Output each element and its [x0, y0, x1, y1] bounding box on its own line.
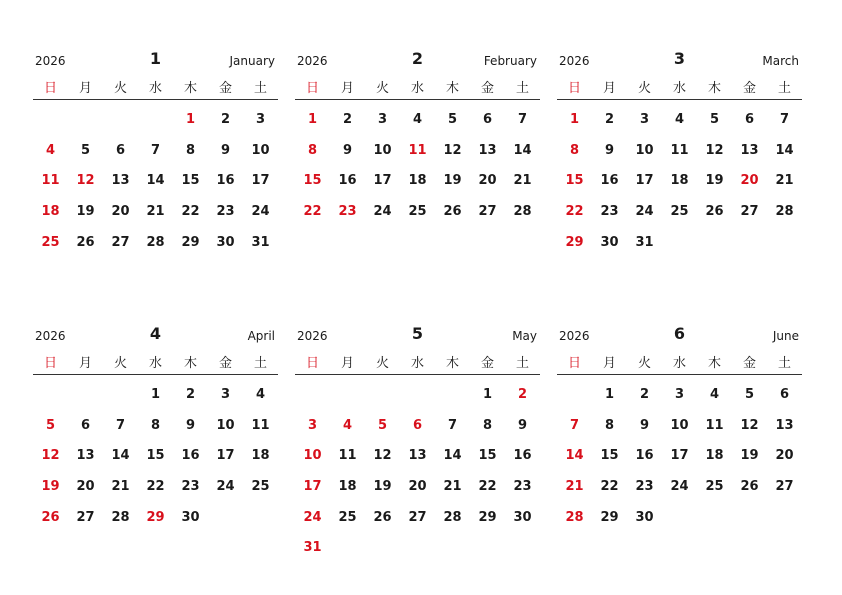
weekday-label: 火 [375, 80, 389, 96]
month-header [33, 324, 278, 348]
day-cell: 26 [373, 509, 392, 525]
day-cell: 5 [447, 112, 458, 127]
day-cell: 6 [482, 112, 493, 127]
day-cell: 3 [674, 387, 685, 402]
empty-cell [103, 105, 138, 136]
day-cell: 7 [447, 417, 458, 433]
weekday-label: 土 [777, 355, 791, 371]
weekday-label: 月 [78, 80, 92, 96]
day-cell: 17 [216, 448, 235, 464]
weekday-label: 水 [410, 355, 424, 371]
day-cell: 13 [740, 142, 759, 158]
year-label: 2026 [35, 54, 66, 68]
day-cell: 1 [604, 387, 615, 402]
day-cell: 19 [740, 448, 759, 464]
weekday-label: 土 [515, 355, 529, 371]
day-cell: 7 [569, 417, 580, 433]
day-cell: 15 [303, 173, 322, 189]
day-cell: 6 [412, 417, 423, 433]
weekday-label: 水 [148, 80, 162, 96]
month-name: February [483, 54, 537, 68]
day-cell: 3 [639, 112, 650, 127]
day-cell: 10 [670, 417, 689, 433]
day-cell: 6 [80, 417, 91, 433]
month-header [557, 324, 802, 348]
day-cell: 20 [775, 448, 794, 464]
day-cell: 16 [635, 448, 654, 464]
weekday-label: 木 [707, 80, 721, 96]
day-cell: 13 [478, 142, 497, 158]
day-cell: 11 [41, 173, 60, 189]
day-cell: 22 [478, 479, 497, 495]
month-number: 6 [673, 324, 686, 343]
day-cell: 4 [255, 387, 266, 402]
day-cell: 12 [740, 417, 759, 433]
month-header [33, 49, 278, 73]
month-april [33, 324, 278, 533]
day-cell: 6 [779, 387, 790, 402]
day-cell: 26 [76, 234, 95, 250]
weekday-label: 日 [43, 80, 57, 96]
day-cell: 18 [408, 173, 427, 189]
day-cell: 20 [408, 479, 427, 495]
day-cell: 7 [115, 417, 126, 433]
header-rule [295, 374, 540, 375]
day-cell: 21 [775, 173, 794, 189]
day-cell: 15 [146, 448, 165, 464]
day-cell: 26 [740, 479, 759, 495]
header-rule [557, 374, 802, 375]
weekday-label: 金 [218, 80, 232, 96]
day-cell: 8 [569, 142, 580, 158]
day-cell: 12 [373, 448, 392, 464]
day-cell: 25 [408, 204, 427, 220]
day-cell: 12 [41, 448, 60, 464]
day-cell: 21 [146, 204, 165, 220]
day-cell: 13 [111, 173, 130, 189]
weekday-label: 土 [515, 80, 529, 96]
empty-cell [557, 380, 592, 411]
empty-cell [435, 380, 470, 411]
day-cell: 19 [443, 173, 462, 189]
day-cell: 31 [635, 234, 654, 250]
day-cell: 28 [775, 204, 794, 220]
weekday-label: 火 [637, 355, 651, 371]
day-cell: 3 [220, 387, 231, 402]
day-cell: 16 [338, 173, 357, 189]
day-cell: 11 [408, 142, 427, 158]
weekday-label: 木 [183, 80, 197, 96]
day-cell: 29 [565, 234, 584, 250]
day-cell: 24 [303, 509, 322, 525]
day-cell: 31 [251, 234, 270, 250]
header-rule [33, 374, 278, 375]
day-cell: 23 [338, 204, 357, 220]
day-cell: 4 [709, 387, 720, 402]
day-cell: 27 [740, 204, 759, 220]
day-cell: 29 [600, 509, 619, 525]
weekday-label: 日 [567, 80, 581, 96]
day-cell: 14 [513, 142, 532, 158]
day-cell: 2 [604, 112, 615, 127]
day-cell: 19 [705, 173, 724, 189]
day-cell: 26 [443, 204, 462, 220]
day-cell: 2 [220, 112, 231, 127]
day-cell: 12 [443, 142, 462, 158]
day-cell: 25 [705, 479, 724, 495]
weekday-header [295, 74, 540, 98]
day-cell: 18 [670, 173, 689, 189]
day-cell: 11 [705, 417, 724, 433]
weekday-label: 木 [183, 355, 197, 371]
day-cell: 14 [443, 448, 462, 464]
day-cell: 14 [565, 448, 584, 464]
day-cell: 11 [338, 448, 357, 464]
year-label: 2026 [559, 54, 590, 68]
day-cell: 4 [342, 417, 353, 433]
day-cell: 13 [775, 417, 794, 433]
day-cell: 15 [478, 448, 497, 464]
day-cell: 14 [146, 173, 165, 189]
day-cell: 25 [670, 204, 689, 220]
day-cell: 27 [775, 479, 794, 495]
day-cell: 18 [251, 448, 270, 464]
day-cell: 20 [76, 479, 95, 495]
day-grid [295, 380, 540, 564]
day-cell: 9 [604, 142, 615, 158]
month-header [295, 324, 540, 348]
weekday-label: 土 [253, 80, 267, 96]
day-cell: 30 [216, 234, 235, 250]
empty-cell [33, 380, 68, 411]
day-grid [33, 105, 278, 258]
empty-cell [68, 380, 103, 411]
day-cell: 8 [307, 142, 318, 158]
day-cell: 12 [76, 173, 95, 189]
day-cell: 8 [150, 417, 161, 433]
header-rule [33, 99, 278, 100]
weekday-header [33, 349, 278, 373]
weekday-label: 木 [707, 355, 721, 371]
year-label: 2026 [297, 329, 328, 343]
day-cell: 24 [635, 204, 654, 220]
day-grid [557, 105, 802, 258]
day-cell: 20 [478, 173, 497, 189]
weekday-label: 金 [480, 355, 494, 371]
day-cell: 24 [251, 204, 270, 220]
weekday-label: 水 [410, 80, 424, 96]
year-label: 2026 [559, 329, 590, 343]
day-cell: 2 [185, 387, 196, 402]
weekday-label: 木 [445, 80, 459, 96]
day-cell: 27 [478, 204, 497, 220]
month-june [557, 324, 802, 533]
weekday-label: 月 [78, 355, 92, 371]
day-cell: 23 [635, 479, 654, 495]
day-cell: 24 [670, 479, 689, 495]
day-cell: 26 [41, 509, 60, 525]
day-cell: 17 [635, 173, 654, 189]
year-label: 2026 [297, 54, 328, 68]
day-cell: 11 [251, 417, 270, 433]
year-label: 2026 [35, 329, 66, 343]
weekday-label: 土 [253, 355, 267, 371]
day-cell: 19 [76, 204, 95, 220]
day-cell: 20 [111, 204, 130, 220]
month-name: May [512, 329, 537, 343]
day-cell: 5 [45, 417, 56, 433]
empty-cell [103, 380, 138, 411]
day-cell: 17 [251, 173, 270, 189]
day-cell: 24 [216, 479, 235, 495]
day-cell: 25 [338, 509, 357, 525]
day-cell: 30 [513, 509, 532, 525]
day-cell: 1 [307, 112, 318, 127]
month-number: 3 [673, 49, 686, 68]
day-cell: 19 [41, 479, 60, 495]
empty-cell [295, 380, 330, 411]
day-cell: 9 [220, 142, 231, 158]
header-rule [295, 99, 540, 100]
weekday-label: 金 [742, 80, 756, 96]
day-cell: 20 [740, 173, 759, 189]
month-header [557, 49, 802, 73]
day-cell: 22 [565, 204, 584, 220]
weekday-label: 火 [375, 355, 389, 371]
day-cell: 25 [251, 479, 270, 495]
day-grid [557, 380, 802, 533]
weekday-label: 土 [777, 80, 791, 96]
header-rule [557, 99, 802, 100]
day-cell: 31 [303, 540, 322, 556]
day-cell: 15 [600, 448, 619, 464]
month-number: 4 [149, 324, 162, 343]
empty-cell [400, 380, 435, 411]
day-cell: 29 [181, 234, 200, 250]
month-number: 1 [149, 49, 162, 68]
day-cell: 18 [705, 448, 724, 464]
day-cell: 3 [255, 112, 266, 127]
day-cell: 6 [115, 142, 126, 158]
day-cell: 22 [146, 479, 165, 495]
weekday-label: 日 [305, 80, 319, 96]
day-cell: 23 [600, 204, 619, 220]
day-cell: 28 [111, 509, 130, 525]
day-cell: 28 [443, 509, 462, 525]
empty-cell [138, 105, 173, 136]
day-cell: 16 [181, 448, 200, 464]
month-january [33, 49, 278, 258]
day-cell: 16 [600, 173, 619, 189]
day-cell: 29 [146, 509, 165, 525]
day-cell: 23 [216, 204, 235, 220]
day-cell: 22 [303, 204, 322, 220]
day-cell: 22 [600, 479, 619, 495]
weekday-label: 月 [340, 355, 354, 371]
weekday-label: 水 [148, 355, 162, 371]
day-cell: 18 [41, 204, 60, 220]
day-cell: 5 [744, 387, 755, 402]
day-cell: 28 [565, 509, 584, 525]
day-cell: 28 [513, 204, 532, 220]
day-cell: 26 [705, 204, 724, 220]
month-name: March [762, 54, 799, 68]
day-cell: 2 [639, 387, 650, 402]
empty-cell [330, 380, 365, 411]
weekday-label: 日 [43, 355, 57, 371]
day-cell: 9 [639, 417, 650, 433]
day-cell: 21 [513, 173, 532, 189]
day-cell: 14 [111, 448, 130, 464]
day-cell: 30 [600, 234, 619, 250]
day-cell: 30 [181, 509, 200, 525]
day-cell: 12 [705, 142, 724, 158]
weekday-label: 金 [742, 355, 756, 371]
day-cell: 1 [150, 387, 161, 402]
weekday-label: 日 [305, 355, 319, 371]
weekday-label: 金 [480, 80, 494, 96]
month-february [295, 49, 540, 228]
day-cell: 28 [146, 234, 165, 250]
weekday-label: 月 [602, 80, 616, 96]
day-cell: 19 [373, 479, 392, 495]
day-cell: 1 [482, 387, 493, 402]
day-cell: 5 [709, 112, 720, 127]
day-grid [295, 105, 540, 228]
empty-cell [68, 105, 103, 136]
day-cell: 15 [181, 173, 200, 189]
month-number: 2 [411, 49, 424, 68]
weekday-label: 日 [567, 355, 581, 371]
weekday-label: 水 [672, 355, 686, 371]
day-cell: 22 [181, 204, 200, 220]
day-cell: 3 [377, 112, 388, 127]
day-cell: 16 [216, 173, 235, 189]
day-cell: 10 [635, 142, 654, 158]
day-cell: 6 [744, 112, 755, 127]
empty-cell [33, 105, 68, 136]
month-may [295, 324, 540, 564]
day-cell: 9 [342, 142, 353, 158]
day-cell: 3 [307, 417, 318, 433]
day-cell: 5 [377, 417, 388, 433]
day-cell: 24 [373, 204, 392, 220]
month-name: April [247, 329, 275, 343]
day-cell: 27 [111, 234, 130, 250]
day-cell: 8 [604, 417, 615, 433]
month-header [295, 49, 540, 73]
day-cell: 2 [342, 112, 353, 127]
day-cell: 7 [150, 142, 161, 158]
month-number: 5 [411, 324, 424, 343]
weekday-header [557, 74, 802, 98]
day-cell: 25 [41, 234, 60, 250]
weekday-label: 火 [113, 80, 127, 96]
month-name: January [229, 54, 275, 68]
day-cell: 18 [338, 479, 357, 495]
day-cell: 21 [565, 479, 584, 495]
day-cell: 9 [517, 417, 528, 433]
day-cell: 11 [670, 142, 689, 158]
day-cell: 4 [45, 142, 56, 158]
day-cell: 10 [216, 417, 235, 433]
day-cell: 4 [412, 112, 423, 127]
day-cell: 17 [670, 448, 689, 464]
weekday-header [557, 349, 802, 373]
weekday-header [295, 349, 540, 373]
day-cell: 13 [408, 448, 427, 464]
weekday-label: 火 [637, 80, 651, 96]
month-march [557, 49, 802, 258]
day-cell: 4 [674, 112, 685, 127]
day-cell: 8 [185, 142, 196, 158]
day-cell: 14 [775, 142, 794, 158]
weekday-header [33, 74, 278, 98]
day-cell: 16 [513, 448, 532, 464]
day-cell: 29 [478, 509, 497, 525]
weekday-label: 月 [340, 80, 354, 96]
day-cell: 17 [373, 173, 392, 189]
day-cell: 9 [185, 417, 196, 433]
day-cell: 7 [517, 112, 528, 127]
weekday-label: 金 [218, 355, 232, 371]
day-cell: 21 [111, 479, 130, 495]
day-cell: 15 [565, 173, 584, 189]
day-grid [33, 380, 278, 533]
day-cell: 10 [303, 448, 322, 464]
month-name: June [772, 329, 799, 343]
day-cell: 17 [303, 479, 322, 495]
day-cell: 10 [373, 142, 392, 158]
weekday-label: 火 [113, 355, 127, 371]
day-cell: 7 [779, 112, 790, 127]
day-cell: 5 [80, 142, 91, 158]
weekday-label: 水 [672, 80, 686, 96]
day-cell: 1 [569, 112, 580, 127]
day-cell: 27 [408, 509, 427, 525]
day-cell: 23 [513, 479, 532, 495]
day-cell: 2 [517, 387, 528, 402]
weekday-label: 月 [602, 355, 616, 371]
day-cell: 10 [251, 142, 270, 158]
day-cell: 8 [482, 417, 493, 433]
day-cell: 30 [635, 509, 654, 525]
day-cell: 27 [76, 509, 95, 525]
day-cell: 1 [185, 112, 196, 127]
weekday-label: 木 [445, 355, 459, 371]
day-cell: 21 [443, 479, 462, 495]
day-cell: 13 [76, 448, 95, 464]
day-cell: 23 [181, 479, 200, 495]
empty-cell [365, 380, 400, 411]
